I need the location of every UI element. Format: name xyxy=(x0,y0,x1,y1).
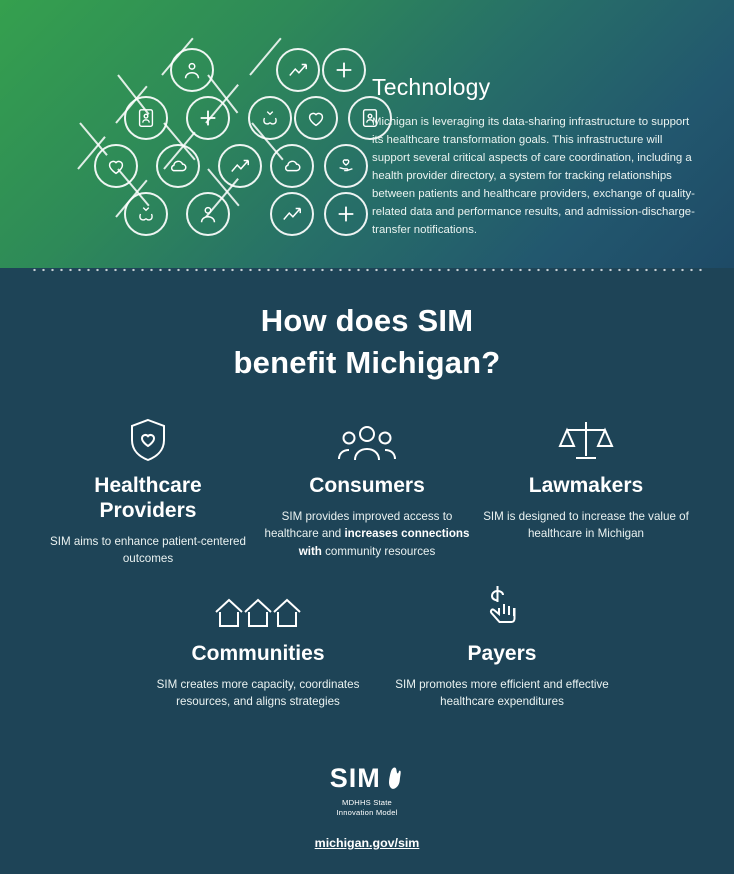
medical-cross-icon xyxy=(322,48,366,92)
hand-heart-icon xyxy=(324,144,368,188)
footer xyxy=(0,765,734,852)
houses-icon xyxy=(150,580,366,632)
technology-body: Michigan is leveraging its data-sharing infrastructure to support its healthcare transformation goals. This infrastructure will support several critical aspects of care coordination, including a health provider directory, a system for tracking relationships between patients and healthcare providers, exchange of quality-related data and performance results, and admission-discharge-transfer notifications. xyxy=(372,116,695,237)
chart-up-icon xyxy=(276,48,320,92)
benefit-healthcare-providers xyxy=(40,412,256,568)
sim-logo xyxy=(330,765,404,818)
dotted-divider xyxy=(30,268,704,272)
benefit-title-line-2: Providers xyxy=(99,498,197,522)
benefit-title: Communities xyxy=(191,642,325,665)
benefit-body: SIM creates more capacity, coordinates resources, and aligns strategies xyxy=(156,677,360,709)
chart-up-icon xyxy=(218,144,262,188)
sim-logo-subtitle-line-2: Innovation Model xyxy=(336,808,398,818)
technology-section xyxy=(0,0,734,268)
benefit-title-line-1: Healthcare xyxy=(94,474,202,497)
hands-care-icon xyxy=(124,192,168,236)
benefit-body xyxy=(259,508,475,561)
headline-line-1: How does SIM xyxy=(260,303,474,338)
clipboard-person-icon xyxy=(124,96,168,140)
technology-icon-cluster xyxy=(58,48,338,248)
benefit-title: Payers xyxy=(467,642,537,665)
benefit-title: Consumers xyxy=(309,474,425,497)
technology-title: Technology xyxy=(372,74,491,100)
benefit-body: SIM aims to enhance patient-centered outcomes xyxy=(50,534,246,566)
benefit-body: SIM is designed to increase the value of healthcare in Michigan xyxy=(483,509,689,541)
shield-heart-icon xyxy=(40,412,256,464)
benefit-title: Lawmakers xyxy=(528,474,644,497)
benefit-body-bold: increases connections with xyxy=(298,527,470,558)
medical-cross-icon xyxy=(324,192,368,236)
cloud-icon xyxy=(156,144,200,188)
benefits-row-secondary xyxy=(150,580,610,711)
page-title xyxy=(0,300,734,384)
hand-dollar-icon xyxy=(394,580,610,632)
person-care-icon xyxy=(170,48,214,92)
heart-icon xyxy=(294,96,338,140)
scales-icon xyxy=(478,412,694,464)
heart-icon xyxy=(94,144,138,188)
sim-logo-subtitle-line-1: MDHHS State xyxy=(342,798,392,808)
benefit-body: SIM promotes more efficient and effective healthcare expenditures xyxy=(395,677,609,709)
chart-up-icon xyxy=(270,192,314,236)
people-group-icon xyxy=(259,412,475,464)
benefit-consumers xyxy=(259,412,475,568)
hands-care-icon xyxy=(248,96,292,140)
benefit-body-tail: community resources xyxy=(321,544,436,558)
benefit-payers xyxy=(394,580,610,711)
headline-line-2: benefit Michigan? xyxy=(233,345,501,381)
benefit-communities xyxy=(150,580,366,711)
sim-logo-text: SIM xyxy=(329,763,381,794)
benefit-title xyxy=(40,474,256,524)
michigan-sim-link[interactable]: michigan.gov/sim xyxy=(314,836,420,850)
michigan-mitten-icon xyxy=(387,766,404,795)
cloud-icon xyxy=(270,144,314,188)
person-care-icon xyxy=(186,192,230,236)
technology-text-block xyxy=(372,74,702,239)
benefits-row-primary xyxy=(40,412,694,568)
medical-cross-icon xyxy=(186,96,230,140)
benefit-lawmakers xyxy=(478,412,694,568)
sim-logo-subtitle xyxy=(330,798,404,818)
benefit-body-plain: SIM provides improved access to healthcare and xyxy=(264,509,453,541)
